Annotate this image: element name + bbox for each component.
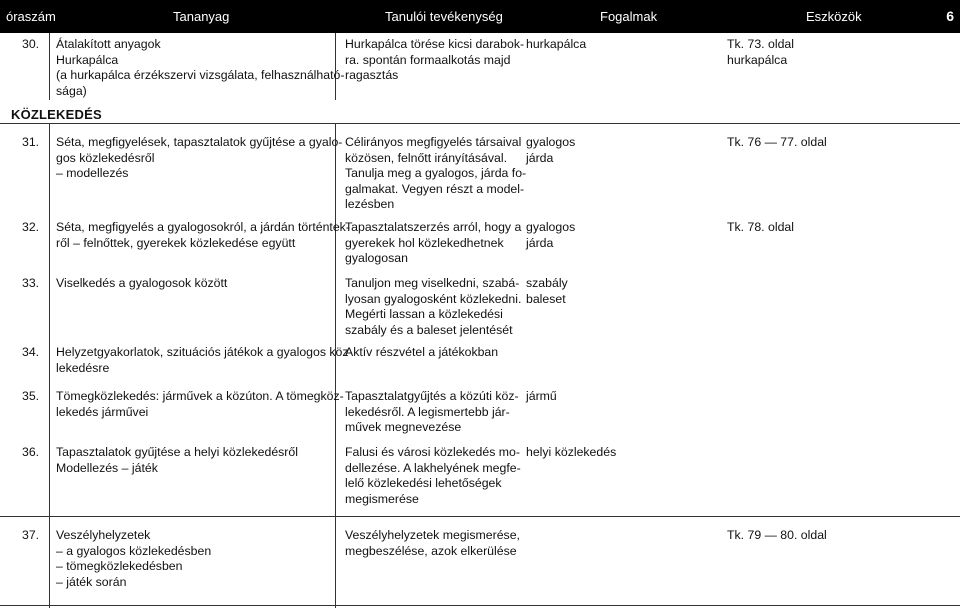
cell-fogalmak-line: járda — [526, 150, 554, 165]
cell-tananyag — [56, 37, 344, 99]
cell-tananyag-line: – a gyalogos közlekedésben — [56, 543, 212, 558]
cell-fogalmak-line: gyalogos — [526, 220, 576, 234]
column-divider — [49, 33, 50, 100]
cell-tananyag-line: ről – felnőttek, gyerekek közlekedése együtt — [56, 235, 296, 250]
cell-fogalmak — [526, 37, 586, 53]
cell-tananyag — [56, 276, 227, 292]
cell-tananyag — [56, 528, 211, 590]
cell-tevekenyseg-line: megismerése — [345, 491, 419, 506]
header-col-oraszam: óraszám — [6, 9, 56, 24]
row-number-line: 31. — [22, 135, 40, 149]
section-title: KÖZLEKEDÉS — [11, 107, 102, 122]
cell-tevekenyseg-line: Hurkapálca törése kicsi darabok- — [345, 37, 525, 51]
cell-tananyag-line: lekedés járművei — [56, 404, 149, 419]
cell-eszkozok-line: Tk. 73. oldal — [727, 37, 794, 51]
row-number-line: 30. — [22, 37, 40, 51]
cell-eszkozok — [727, 37, 794, 68]
cell-tananyag-line: – játék során — [56, 574, 127, 589]
cell-fogalmak-line: baleset — [526, 291, 566, 306]
cell-tananyag — [56, 135, 342, 182]
row-number — [22, 528, 39, 544]
cell-tananyag-line: Tömegközlekedés: járművek a közúton. A tömegköz- — [56, 389, 344, 403]
cell-fogalmak — [526, 389, 557, 405]
cell-tevekenyseg — [345, 37, 524, 84]
cell-tananyag-line: Tapasztalatok gyűjtése a helyi közlekedésről — [56, 445, 298, 459]
column-divider — [49, 516, 50, 608]
cell-tevekenyseg-line: lelő közlekedési lehetőségek — [345, 476, 502, 491]
cell-tevekenyseg-line: Veszélyhelyzetek megismerése, — [345, 528, 520, 542]
row-number-line: 37. — [22, 528, 40, 542]
row-number — [22, 276, 39, 292]
cell-fogalmak-line: szabály — [526, 276, 568, 290]
cell-tananyag — [56, 345, 353, 376]
cell-tevekenyseg — [345, 528, 520, 559]
cell-tananyag — [56, 220, 350, 251]
row-number — [22, 445, 39, 461]
cell-fogalmak-line: járda — [526, 235, 554, 250]
cell-fogalmak-line: helyi közlekedés — [526, 445, 617, 459]
cell-tevekenyseg — [345, 135, 526, 213]
cell-tananyag-line: Helyzetgyakorlatok, szituációs játékok a gyalogos köz- — [56, 345, 353, 359]
row-divider — [0, 123, 960, 124]
page-number: 6 — [946, 8, 954, 24]
cell-tananyag-line: sága) — [56, 83, 87, 98]
cell-eszkozok — [727, 135, 827, 151]
cell-tevekenyseg-line: gyalogosan — [345, 251, 408, 266]
row-number-line: 34. — [22, 345, 40, 359]
row-number-line: 32. — [22, 220, 40, 234]
cell-tevekenyseg — [345, 389, 519, 436]
cell-fogalmak-line: jármű — [526, 389, 557, 403]
cell-tevekenyseg-line: lezésben — [345, 197, 395, 212]
cell-tananyag-line: gos közlekedésről — [56, 150, 155, 165]
row-number-line: 36. — [22, 445, 40, 459]
row-divider — [0, 516, 960, 517]
cell-tananyag-line: Séta, megfigyelés a gyalogosokról, a járdán történtek- — [56, 220, 350, 234]
cell-eszkozok-line: Tk. 76 — 77. oldal — [727, 135, 827, 149]
cell-eszkozok-line: Tk. 79 — 80. oldal — [727, 528, 827, 542]
cell-tevekenyseg-line: Tapasztalatszerzés arról, hogy a — [345, 220, 522, 234]
row-number — [22, 135, 39, 151]
cell-tevekenyseg-line: szabály és a baleset jelentését — [345, 322, 513, 337]
row-number-line: 33. — [22, 276, 40, 290]
header-col-tananyag: Tananyag — [173, 9, 230, 24]
cell-fogalmak — [526, 445, 616, 461]
cell-tevekenyseg-line: lyosan gyalogosként közlekedni. — [345, 291, 522, 306]
column-divider — [335, 516, 336, 608]
cell-fogalmak-line: hurkapálca — [526, 37, 587, 51]
cell-fogalmak — [526, 276, 568, 307]
cell-tevekenyseg-line: galmakat. Vegyen részt a model- — [345, 181, 525, 196]
cell-eszkozok-line: hurkapálca — [727, 52, 788, 67]
cell-tevekenyseg-line: Aktív részvétel a játékokban — [345, 345, 499, 359]
cell-tevekenyseg — [345, 345, 498, 361]
cell-tevekenyseg-line: közösen, felnőtt irányításával. — [345, 150, 507, 165]
cell-tevekenyseg-line: Célirányos megfigyelés társaival — [345, 135, 522, 149]
cell-tananyag-line: lekedésre — [56, 360, 110, 375]
cell-tevekenyseg-line: művek megnevezése — [345, 420, 462, 435]
cell-tevekenyseg-line: gyerekek hol közlekedhetnek — [345, 235, 504, 250]
cell-tevekenyseg-line: Falusi és városi közlekedés mo- — [345, 445, 520, 459]
cell-fogalmak — [526, 135, 575, 166]
cell-fogalmak-line: gyalogos — [526, 135, 576, 149]
cell-tananyag-line: Veszélyhelyzetek — [56, 528, 151, 542]
cell-fogalmak — [526, 220, 575, 251]
row-number — [22, 389, 39, 405]
cell-eszkozok — [727, 528, 827, 544]
cell-tananyag-line: Séta, megfigyelések, tapasztalatok gyűjtése a gyalo- — [56, 135, 343, 149]
cell-tevekenyseg-line: megbeszélése, azok elkerülése — [345, 543, 517, 558]
cell-tananyag — [56, 445, 298, 476]
cell-tevekenyseg-line: dellezése. A lakhelyének megfe- — [345, 460, 521, 475]
cell-tananyag-line: – tömegközlekedésben — [56, 559, 183, 574]
row-divider — [0, 605, 960, 606]
cell-tananyag-line: – modellezés — [56, 166, 129, 181]
row-number — [22, 37, 39, 53]
cell-tananyag-line: Viselkedés a gyalogosok között — [56, 276, 228, 290]
cell-tananyag-line: Hurkapálca — [56, 52, 119, 67]
header-col-eszkozok: Eszközök — [806, 9, 862, 24]
cell-tevekenyseg — [345, 276, 521, 338]
cell-tananyag — [56, 389, 344, 420]
row-number — [22, 345, 39, 361]
cell-tevekenyseg-line: lekedésről. A legismertebb jár- — [345, 404, 510, 419]
cell-tevekenyseg-line: ragasztás — [345, 68, 399, 83]
column-divider — [49, 123, 50, 580]
cell-tananyag-line: Átalakított anyagok — [56, 37, 161, 51]
cell-tevekenyseg-line: Megérti lassan a közlekedési — [345, 307, 503, 322]
cell-tananyag-line: (a hurkapálca érzékszervi vizsgálata, felhasználható- — [56, 68, 345, 83]
cell-tevekenyseg — [345, 445, 521, 507]
cell-tevekenyseg-line: Tanuljon meg viselkedni, szabá- — [345, 276, 520, 290]
header-col-fogalmak: Fogalmak — [600, 9, 658, 24]
cell-eszkozok-line: Tk. 78. oldal — [727, 220, 794, 234]
cell-tananyag-line: Modellezés – játék — [56, 460, 158, 475]
cell-tevekenyseg — [345, 220, 521, 267]
cell-tevekenyseg-line: ra. spontán formaalkotás majd — [345, 52, 511, 67]
cell-tevekenyseg-line: Tapasztalatgyűjtés a közúti köz- — [345, 389, 519, 403]
row-number-line: 35. — [22, 389, 40, 403]
cell-eszkozok — [727, 220, 794, 236]
header-col-tevekenyseg: Tanulói tevékenység — [385, 9, 503, 24]
cell-tevekenyseg-line: Tanulja meg a gyalogos, járda fo- — [345, 166, 527, 181]
row-number — [22, 220, 39, 236]
